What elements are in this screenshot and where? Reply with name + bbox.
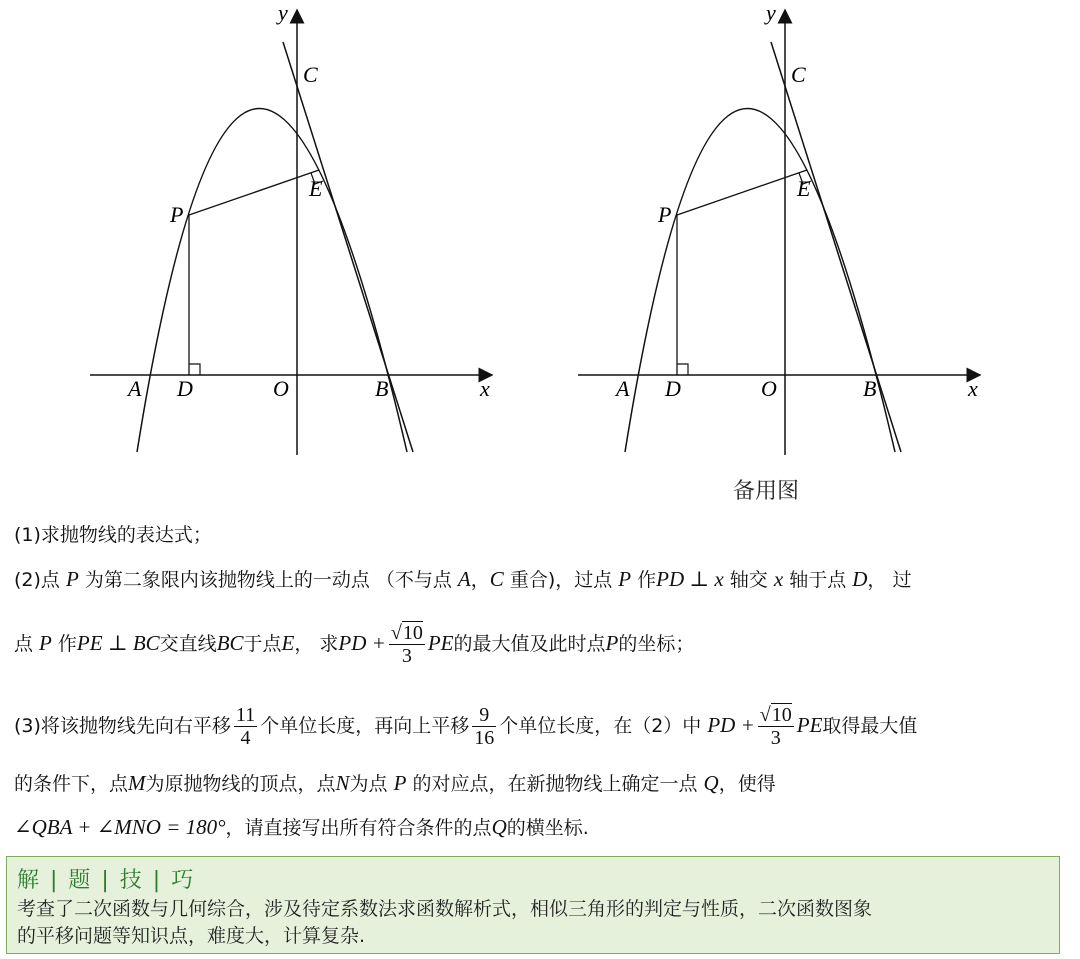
point-m: M (128, 771, 146, 795)
label-d: D (665, 376, 681, 401)
q3-text: 个单位长度，再向上平移 (260, 715, 470, 737)
fraction-numerator: 11 (235, 704, 256, 726)
point-p: P (605, 631, 619, 655)
point-n: N (335, 771, 350, 795)
pd-perp-x: PD ⊥ x (656, 567, 724, 591)
point-e: E (281, 631, 295, 655)
point-p: P (393, 771, 407, 795)
q2-text: 于点 (243, 633, 282, 655)
sqrt-radicand: 10 (771, 704, 792, 726)
q2-text: ， (470, 569, 490, 591)
label-o: O (761, 376, 777, 401)
question-1-text: (1)求抛物线的表达式； (14, 524, 212, 546)
tip-line-2: 的平移问题等知识点，难度大，计算复杂. (17, 925, 366, 947)
solution-tip-box (6, 856, 1060, 954)
label-b: B (375, 376, 389, 401)
fraction-denominator: 4 (240, 727, 251, 749)
segment-pe (677, 170, 807, 215)
pe-perp-bc: PE ⊥ BC (76, 631, 160, 655)
question-3-line-3 (14, 812, 1070, 843)
label-e: E (797, 176, 811, 201)
q2-text: 重合)，过点 (503, 569, 619, 591)
q2-text: (2)点 (14, 569, 66, 591)
label-d: D (177, 376, 193, 401)
fraction-numerator: 9 (472, 704, 496, 727)
pe-label: PE (427, 631, 454, 655)
fraction-11-4 (234, 704, 257, 749)
q3-text: 为原抛物线的顶点，点 (145, 773, 336, 795)
q2-text: ， 求 (294, 633, 339, 655)
q3-text: (3)将该抛物线先向右平移 (14, 715, 231, 737)
q3-text: 的横坐标. (506, 817, 589, 839)
label-c: C (791, 62, 806, 87)
line-bc-label: BC (216, 631, 244, 655)
main-figure (80, 0, 510, 470)
q3-text: ，请直接写出所有符合条件的点 (225, 817, 492, 839)
q2-text: 轴交 (723, 569, 774, 591)
q2-text: 交直线 (159, 633, 217, 655)
point-c: C (489, 567, 504, 591)
question-2-line-2 (14, 622, 1070, 667)
label-p: P (658, 202, 672, 227)
pd-plus: PD + (338, 631, 386, 655)
angle-equation: ∠QBA + ∠MNO = 180° (14, 815, 226, 839)
fraction-denominator: 3 (401, 645, 412, 667)
pe-label: PE (796, 713, 823, 737)
fraction-9-16 (472, 704, 496, 749)
point-q: Q (491, 815, 507, 839)
tip-body (17, 896, 1049, 950)
q2-text: 点 (14, 633, 40, 655)
label-c: C (303, 62, 318, 87)
q2-text: 的最大值及此时点 (453, 633, 606, 655)
tip-title: 解 | 题 | 技 | 巧 (17, 868, 196, 893)
sqrt10-over-3: $\frac{√10}{3}$ (759, 704, 792, 749)
fraction-denominator: 3 (770, 727, 781, 749)
q2-text: 作 (631, 569, 657, 591)
question-3-line-2 (14, 768, 1070, 799)
backup-figure (568, 0, 998, 470)
question-1 (14, 520, 1070, 550)
point-p: P (39, 631, 52, 655)
q3-text: 的条件下，点 (14, 773, 129, 795)
label-a: A (128, 376, 142, 401)
point-a: A (457, 567, 471, 591)
sqrt10-over-3: $\frac{√10}{3}$ (390, 622, 423, 667)
question-2-line-1 (14, 564, 1070, 595)
q3-text: 取得最大值 (822, 715, 918, 737)
q2-text: 为第二象限内该抛物线上的一动点 （不与点 (78, 569, 458, 591)
question-3-line-1 (14, 704, 1070, 749)
label-p: P (170, 202, 184, 227)
line-bc (283, 42, 413, 452)
label-b: B (863, 376, 877, 401)
q3-text: 为点 (349, 773, 394, 795)
label-x: x (480, 376, 490, 401)
q2-text: 作 (51, 633, 77, 655)
point-q: Q (703, 771, 719, 795)
point-d: D (852, 567, 868, 591)
point-p: P (65, 567, 79, 591)
label-x: x (968, 376, 978, 401)
var-x: x (773, 567, 784, 591)
tip-line-1: 考查了二次函数与几何综合，涉及待定系数法求函数解析式，相似三角形的判定与性质，二次函数图象 (17, 898, 873, 920)
sqrt-radicand: 10 (402, 622, 423, 644)
segment-pe (189, 170, 319, 215)
line-bc (771, 42, 901, 452)
figure-caption: 备用图 (733, 479, 800, 504)
q3-text: ，使得 (718, 773, 776, 795)
pd-plus: PD + (707, 713, 755, 737)
fraction-denominator: 16 (474, 727, 495, 749)
q3-text: 的对应点，在新抛物线上确定一点 (406, 773, 704, 795)
q3-text: 个单位长度，在（2）中 (499, 715, 708, 737)
label-y: y (766, 0, 776, 25)
q2-text: 轴于点 (783, 569, 853, 591)
right-angle-d (189, 364, 200, 375)
label-a: A (616, 376, 630, 401)
q2-text: ， 过 (867, 569, 912, 591)
right-angle-d (677, 364, 688, 375)
label-o: O (273, 376, 289, 401)
point-p: P (618, 567, 632, 591)
label-y: y (278, 0, 288, 25)
label-e: E (309, 176, 323, 201)
q2-text: 的坐标； (618, 633, 695, 655)
